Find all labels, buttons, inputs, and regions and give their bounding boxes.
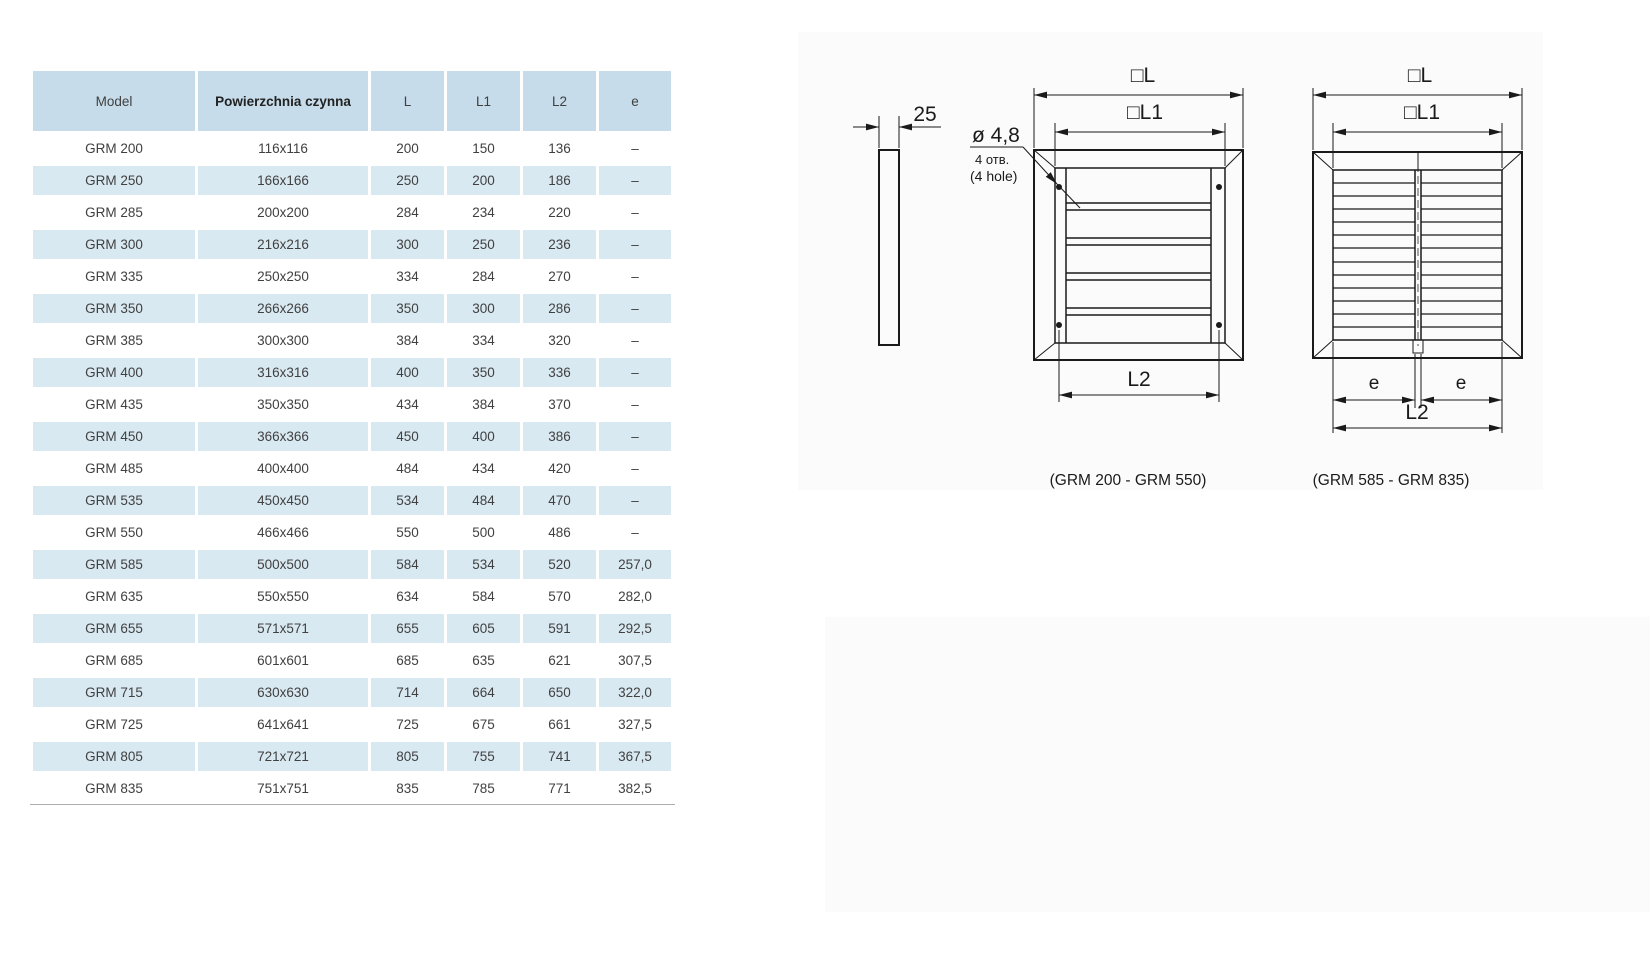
table-cell: GRM 200 (33, 134, 195, 163)
table-cell: 634 (371, 582, 444, 611)
table-row (33, 550, 671, 579)
header-model: Model (33, 71, 195, 131)
table-row (33, 710, 671, 739)
table-row (33, 646, 671, 675)
table-row (33, 390, 671, 419)
table-cell: 805 (371, 742, 444, 771)
table-cell: 664 (447, 678, 520, 707)
table-cell: 257,0 (599, 550, 671, 579)
technical-drawings (795, 20, 1650, 540)
table-cell: GRM 450 (33, 422, 195, 451)
table-cell: – (599, 166, 671, 195)
table-cell: 420 (523, 454, 596, 483)
table-cell: 741 (523, 742, 596, 771)
table-cell: GRM 285 (33, 198, 195, 227)
table-cell: 370 (523, 390, 596, 419)
double-grille-e-right-label: e (1455, 373, 1467, 394)
double-grille-caption: (GRM 585 - GRM 835) (1312, 472, 1470, 489)
table-cell: 236 (523, 230, 596, 259)
table-cell: 384 (447, 390, 520, 419)
double-grille-l1-label: □L1 (1403, 101, 1441, 124)
table-cell: – (599, 486, 671, 515)
table-row (33, 582, 671, 611)
table-cell: GRM 585 (33, 550, 195, 579)
table-cell: 601x601 (198, 646, 368, 675)
table-cell: 605 (447, 614, 520, 643)
dimension-table (30, 68, 674, 806)
table-cell: GRM 725 (33, 710, 195, 739)
table-cell: GRM 655 (33, 614, 195, 643)
table-cell: 584 (371, 550, 444, 579)
table-cell: 316x316 (198, 358, 368, 387)
table-cell: 661 (523, 710, 596, 739)
table-cell: 714 (371, 678, 444, 707)
table-cell: 300 (447, 294, 520, 323)
table-cell: 200 (371, 134, 444, 163)
table-row (33, 518, 671, 547)
table-cell: 630x630 (198, 678, 368, 707)
table-row (33, 486, 671, 515)
table-cell: 166x166 (198, 166, 368, 195)
table-cell: 320 (523, 326, 596, 355)
table-cell: – (599, 134, 671, 163)
table-cell: 307,5 (599, 646, 671, 675)
table-cell: 650 (523, 678, 596, 707)
table-cell: 655 (371, 614, 444, 643)
table-cell: 282,0 (599, 582, 671, 611)
single-grille-caption: (GRM 200 - GRM 550) (1049, 472, 1207, 489)
single-grille-l-label: □L (1130, 64, 1156, 87)
table-row (33, 614, 671, 643)
table-cell: – (599, 518, 671, 547)
table-cell: 382,5 (599, 774, 671, 803)
table-cell: 534 (371, 486, 444, 515)
table-cell: 641x641 (198, 710, 368, 739)
header-active-area: Powierzchnia czynna (198, 71, 368, 131)
header-e: e (599, 71, 671, 131)
table-bottom-border (30, 804, 675, 805)
table-cell: 500x500 (198, 550, 368, 579)
table-cell: 685 (371, 646, 444, 675)
table-cell: 470 (523, 486, 596, 515)
table-cell: 350x350 (198, 390, 368, 419)
table-cell: 400 (447, 422, 520, 451)
table-row (33, 230, 671, 259)
table-row (33, 678, 671, 707)
table-cell: 434 (371, 390, 444, 419)
table-cell: GRM 535 (33, 486, 195, 515)
single-grille-l1-label: □L1 (1126, 101, 1164, 124)
table-cell: 450 (371, 422, 444, 451)
table-cell: 484 (371, 454, 444, 483)
table-cell: GRM 635 (33, 582, 195, 611)
table-cell: 534 (447, 550, 520, 579)
table-row (33, 422, 671, 451)
table-cell: – (599, 294, 671, 323)
table-cell: GRM 715 (33, 678, 195, 707)
table-cell: 270 (523, 262, 596, 291)
table-cell: 434 (447, 454, 520, 483)
table-cell: 785 (447, 774, 520, 803)
table-cell: 500 (447, 518, 520, 547)
table-cell: 570 (523, 582, 596, 611)
table-cell: – (599, 198, 671, 227)
table-cell: 366x366 (198, 422, 368, 451)
table-cell: 484 (447, 486, 520, 515)
table-cell: 286 (523, 294, 596, 323)
table-cell: – (599, 262, 671, 291)
table-header-row (33, 71, 671, 131)
table-cell: 725 (371, 710, 444, 739)
double-grille-e-left-label: e (1368, 373, 1380, 394)
table-cell: 300 (371, 230, 444, 259)
page-shading (825, 617, 1650, 912)
table-row (33, 294, 671, 323)
hole-diameter-label: ø 4,8 (972, 124, 1020, 147)
table-cell: 284 (447, 262, 520, 291)
table-row (33, 454, 671, 483)
table-cell: GRM 485 (33, 454, 195, 483)
dimension-table-wrap (30, 68, 674, 806)
table-cell: 386 (523, 422, 596, 451)
table-cell: GRM 685 (33, 646, 195, 675)
hole-count-en-label: (4 hole) (970, 168, 1018, 184)
table-row (33, 742, 671, 771)
side-view-width-label: 25 (913, 103, 937, 126)
double-grille-l2-label: L2 (1405, 401, 1429, 424)
header-l: L (371, 71, 444, 131)
table-cell: 675 (447, 710, 520, 739)
table-cell: 334 (447, 326, 520, 355)
table-cell: 367,5 (599, 742, 671, 771)
table-cell: 200x200 (198, 198, 368, 227)
table-cell: 292,5 (599, 614, 671, 643)
table-cell: 466x466 (198, 518, 368, 547)
table-cell: 571x571 (198, 614, 368, 643)
header-l2: L2 (523, 71, 596, 131)
double-grille-l-label: □L (1407, 64, 1433, 87)
table-cell: 771 (523, 774, 596, 803)
table-cell: GRM 435 (33, 390, 195, 419)
table-cell: GRM 550 (33, 518, 195, 547)
table-cell: 116x116 (198, 134, 368, 163)
table-cell: 621 (523, 646, 596, 675)
header-l1: L1 (447, 71, 520, 131)
table-row (33, 198, 671, 227)
table-row (33, 166, 671, 195)
table-cell: 216x216 (198, 230, 368, 259)
table-body (33, 134, 671, 803)
table-cell: 336 (523, 358, 596, 387)
table-cell: 200 (447, 166, 520, 195)
table-cell: 150 (447, 134, 520, 163)
table-cell: GRM 250 (33, 166, 195, 195)
table-cell: 234 (447, 198, 520, 227)
table-cell: 486 (523, 518, 596, 547)
table-cell: 350 (371, 294, 444, 323)
table-cell: 284 (371, 198, 444, 227)
table-row (33, 358, 671, 387)
table-row (33, 774, 671, 803)
table-cell: – (599, 454, 671, 483)
table-cell: 327,5 (599, 710, 671, 739)
table-header (33, 71, 671, 131)
table-cell: – (599, 390, 671, 419)
table-row (33, 134, 671, 163)
table-cell: 450x450 (198, 486, 368, 515)
table-cell: 635 (447, 646, 520, 675)
table-cell: 755 (447, 742, 520, 771)
table-cell: 584 (447, 582, 520, 611)
table-cell: 186 (523, 166, 596, 195)
hole-count-ru-label: 4 отв. (975, 152, 1010, 167)
table-cell: 250x250 (198, 262, 368, 291)
single-grille-l2-label: L2 (1127, 368, 1151, 391)
table-cell: 721x721 (198, 742, 368, 771)
table-cell: 550x550 (198, 582, 368, 611)
table-cell: 350 (447, 358, 520, 387)
table-row (33, 326, 671, 355)
table-cell: 400x400 (198, 454, 368, 483)
table-cell: GRM 350 (33, 294, 195, 323)
table-cell: 322,0 (599, 678, 671, 707)
table-cell: – (599, 326, 671, 355)
table-cell: GRM 400 (33, 358, 195, 387)
table-cell: 136 (523, 134, 596, 163)
table-cell: 266x266 (198, 294, 368, 323)
table-row (33, 262, 671, 291)
table-cell: 550 (371, 518, 444, 547)
table-cell: 250 (447, 230, 520, 259)
table-cell: 520 (523, 550, 596, 579)
table-cell: – (599, 230, 671, 259)
table-cell: 400 (371, 358, 444, 387)
table-cell: GRM 805 (33, 742, 195, 771)
table-cell: 334 (371, 262, 444, 291)
table-cell: 591 (523, 614, 596, 643)
table-cell: 384 (371, 326, 444, 355)
table-cell: 751x751 (198, 774, 368, 803)
table-cell: – (599, 358, 671, 387)
table-cell: GRM 335 (33, 262, 195, 291)
table-cell: 835 (371, 774, 444, 803)
table-cell: 250 (371, 166, 444, 195)
table-cell: – (599, 422, 671, 451)
table-cell: 220 (523, 198, 596, 227)
table-cell: GRM 300 (33, 230, 195, 259)
table-cell: GRM 835 (33, 774, 195, 803)
table-cell: GRM 385 (33, 326, 195, 355)
table-cell: 300x300 (198, 326, 368, 355)
